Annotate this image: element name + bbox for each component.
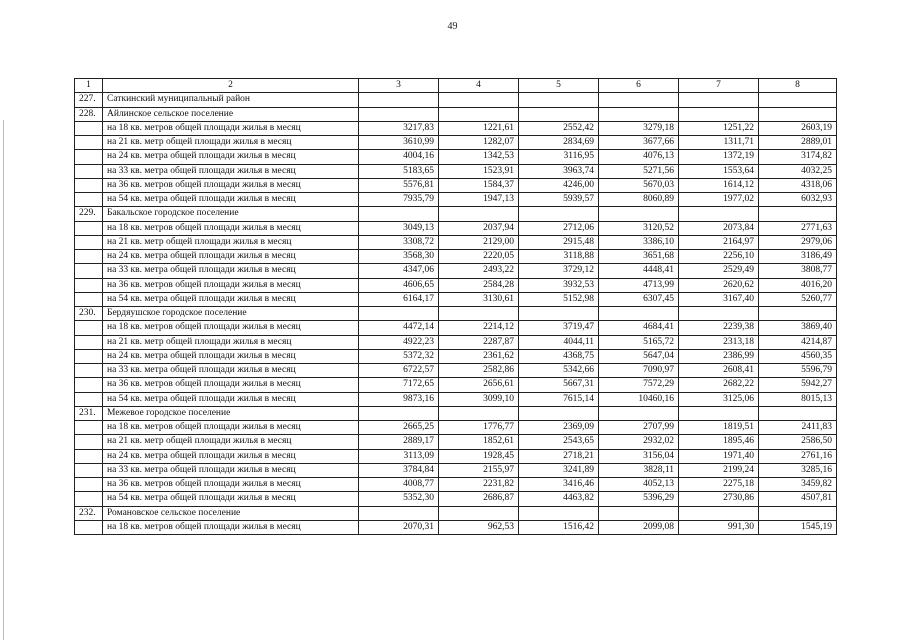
- table-row: [75, 463, 837, 477]
- table-row: [75, 492, 837, 506]
- value-cell: 1372,19: [679, 150, 759, 164]
- value-cell: 1977,02: [679, 193, 759, 207]
- value-cell: [359, 93, 439, 107]
- value-cell: 2834,69: [519, 136, 599, 150]
- row-name: на 54 кв. метра общей площади жилья в месяц: [103, 392, 359, 406]
- value-cell: [359, 506, 439, 520]
- value-cell: [759, 93, 837, 107]
- row-number: [75, 378, 103, 392]
- row-number: [75, 235, 103, 249]
- row-number: [75, 421, 103, 435]
- table-row: [75, 520, 837, 534]
- value-cell: 7090,97: [599, 364, 679, 378]
- value-cell: 2889,01: [759, 136, 837, 150]
- value-cell: 4052,13: [599, 478, 679, 492]
- row-number: [75, 136, 103, 150]
- table-row: [75, 292, 837, 306]
- value-cell: 3828,11: [599, 463, 679, 477]
- value-cell: 1342,53: [439, 150, 519, 164]
- row-name: на 54 кв. метра общей площади жилья в месяц: [103, 193, 359, 207]
- table-row: [75, 321, 837, 335]
- value-cell: 2620,62: [679, 278, 759, 292]
- column-number-header: 7: [679, 79, 759, 93]
- value-cell: 2214,12: [439, 321, 519, 335]
- value-cell: 6722,57: [359, 364, 439, 378]
- value-cell: 2712,06: [519, 221, 599, 235]
- settlement-row: [75, 207, 837, 221]
- row-number: [75, 150, 103, 164]
- value-cell: 2889,17: [359, 435, 439, 449]
- value-cell: 3784,84: [359, 463, 439, 477]
- value-cell: [519, 107, 599, 121]
- value-cell: [519, 207, 599, 221]
- value-cell: 1947,13: [439, 193, 519, 207]
- table-row: [75, 164, 837, 178]
- value-cell: 5396,29: [599, 492, 679, 506]
- column-number-header: 5: [519, 79, 599, 93]
- row-name: на 54 кв. метра общей площади жилья в месяц: [103, 492, 359, 506]
- row-name: на 33 кв. метра общей площади жилья в месяц: [103, 463, 359, 477]
- row-name: Саткинский муниципальный район: [103, 93, 359, 107]
- value-cell: [359, 207, 439, 221]
- value-cell: 5352,30: [359, 492, 439, 506]
- value-cell: 2552,42: [519, 121, 599, 135]
- table-row: [75, 264, 837, 278]
- value-cell: 2070,31: [359, 520, 439, 534]
- table-row: [75, 349, 837, 363]
- row-number: [75, 193, 103, 207]
- value-cell: [439, 107, 519, 121]
- value-cell: 10460,16: [599, 392, 679, 406]
- value-cell: 6164,17: [359, 292, 439, 306]
- row-name: на 21 кв. метр общей площади жилья в месяц: [103, 435, 359, 449]
- value-cell: 1282,07: [439, 136, 519, 150]
- row-name: на 36 кв. метров общей площади жилья в месяц: [103, 378, 359, 392]
- value-cell: [439, 506, 519, 520]
- value-cell: 991,30: [679, 520, 759, 534]
- value-cell: 3241,89: [519, 463, 599, 477]
- value-cell: 2411,83: [759, 421, 837, 435]
- row-name: на 36 кв. метров общей площади жилья в месяц: [103, 478, 359, 492]
- value-cell: 1584,37: [439, 178, 519, 192]
- value-cell: 1523,91: [439, 164, 519, 178]
- value-cell: 3308,72: [359, 235, 439, 249]
- value-cell: 1971,40: [679, 449, 759, 463]
- value-cell: 2220,05: [439, 250, 519, 264]
- value-cell: [519, 506, 599, 520]
- settlement-row: [75, 506, 837, 520]
- table-row: [75, 278, 837, 292]
- row-number: [75, 478, 103, 492]
- value-cell: 8060,89: [599, 193, 679, 207]
- value-cell: 3118,88: [519, 250, 599, 264]
- value-cell: 1545,19: [759, 520, 837, 534]
- value-cell: 3651,68: [599, 250, 679, 264]
- row-number: 229.: [75, 207, 103, 221]
- value-cell: 5576,81: [359, 178, 439, 192]
- value-cell: [439, 207, 519, 221]
- value-cell: 3125,06: [679, 392, 759, 406]
- table-row: [75, 335, 837, 349]
- value-cell: 1553,64: [679, 164, 759, 178]
- value-cell: 2730,86: [679, 492, 759, 506]
- value-cell: 4347,06: [359, 264, 439, 278]
- row-number: 228.: [75, 107, 103, 121]
- value-cell: 4463,82: [519, 492, 599, 506]
- table-row: [75, 193, 837, 207]
- value-cell: 2231,82: [439, 478, 519, 492]
- value-cell: 2979,06: [759, 235, 837, 249]
- value-cell: 2239,38: [679, 321, 759, 335]
- row-number: [75, 349, 103, 363]
- row-name: на 18 кв. метров общей площади жилья в месяц: [103, 321, 359, 335]
- row-number: [75, 335, 103, 349]
- table-row: [75, 478, 837, 492]
- value-cell: 5165,72: [599, 335, 679, 349]
- table-row: [75, 421, 837, 435]
- value-cell: [599, 307, 679, 321]
- value-cell: [759, 207, 837, 221]
- value-cell: 3279,18: [599, 121, 679, 135]
- value-cell: [599, 207, 679, 221]
- value-cell: 4318,06: [759, 178, 837, 192]
- column-number-header: 4: [439, 79, 519, 93]
- value-cell: 2037,94: [439, 221, 519, 235]
- column-number-header: 3: [359, 79, 439, 93]
- row-name: на 24 кв. метра общей площади жилья в месяц: [103, 250, 359, 264]
- value-cell: 3677,66: [599, 136, 679, 150]
- value-cell: 3130,61: [439, 292, 519, 306]
- value-cell: 2584,28: [439, 278, 519, 292]
- value-cell: [519, 307, 599, 321]
- row-name: Бакальское городское поселение: [103, 207, 359, 221]
- value-cell: [679, 107, 759, 121]
- value-cell: [359, 107, 439, 121]
- row-name: на 24 кв. метра общей площади жилья в месяц: [103, 150, 359, 164]
- value-cell: 1852,61: [439, 435, 519, 449]
- table-row: [75, 378, 837, 392]
- row-number: [75, 364, 103, 378]
- table-row: [75, 392, 837, 406]
- value-cell: 5942,27: [759, 378, 837, 392]
- value-cell: 2686,87: [439, 492, 519, 506]
- row-name: на 18 кв. метров общей площади жилья в месяц: [103, 121, 359, 135]
- value-cell: [439, 406, 519, 420]
- value-cell: 3099,10: [439, 392, 519, 406]
- value-cell: 2386,99: [679, 349, 759, 363]
- row-name: на 21 кв. метр общей площади жилья в месяц: [103, 136, 359, 150]
- value-cell: [679, 93, 759, 107]
- value-cell: 2199,24: [679, 463, 759, 477]
- value-cell: 1516,42: [519, 520, 599, 534]
- value-cell: 3869,40: [759, 321, 837, 335]
- value-cell: 2099,08: [599, 520, 679, 534]
- value-cell: [439, 93, 519, 107]
- row-number: [75, 264, 103, 278]
- row-number: [75, 250, 103, 264]
- value-cell: 3610,99: [359, 136, 439, 150]
- value-cell: 2129,00: [439, 235, 519, 249]
- value-cell: 3174,82: [759, 150, 837, 164]
- value-cell: 962,53: [439, 520, 519, 534]
- value-cell: 9873,16: [359, 392, 439, 406]
- value-cell: 1895,46: [679, 435, 759, 449]
- value-cell: [759, 307, 837, 321]
- value-cell: 2313,18: [679, 335, 759, 349]
- value-cell: 3120,52: [599, 221, 679, 235]
- row-name: на 21 кв. метр общей площади жилья в месяц: [103, 335, 359, 349]
- value-cell: 5596,79: [759, 364, 837, 378]
- value-cell: 4246,00: [519, 178, 599, 192]
- value-cell: [599, 406, 679, 420]
- value-cell: 1928,45: [439, 449, 519, 463]
- value-cell: 1311,71: [679, 136, 759, 150]
- page-number: 49: [447, 21, 458, 32]
- value-cell: 3416,46: [519, 478, 599, 492]
- table-header-row: [75, 79, 837, 93]
- value-cell: 3217,83: [359, 121, 439, 135]
- row-name: Романовское сельское поселение: [103, 506, 359, 520]
- row-number: [75, 463, 103, 477]
- value-cell: 2256,10: [679, 250, 759, 264]
- row-number: [75, 178, 103, 192]
- table-row: [75, 121, 837, 135]
- row-number: 232.: [75, 506, 103, 520]
- column-number-header: 6: [599, 79, 679, 93]
- value-cell: 4076,13: [599, 150, 679, 164]
- column-number-header: 8: [759, 79, 837, 93]
- value-cell: 5670,03: [599, 178, 679, 192]
- table-row: [75, 449, 837, 463]
- value-cell: 5647,04: [599, 349, 679, 363]
- column-number-header: 1: [75, 79, 103, 93]
- value-cell: 6032,93: [759, 193, 837, 207]
- value-cell: 4713,99: [599, 278, 679, 292]
- table-row: [75, 235, 837, 249]
- value-cell: 4560,35: [759, 349, 837, 363]
- page-edge-line: [3, 120, 4, 640]
- value-cell: [519, 93, 599, 107]
- value-cell: [359, 406, 439, 420]
- value-cell: 3386,10: [599, 235, 679, 249]
- row-number: [75, 449, 103, 463]
- row-number: [75, 292, 103, 306]
- row-name: Межевое городское поселение: [103, 406, 359, 420]
- value-cell: 5152,98: [519, 292, 599, 306]
- value-cell: [759, 406, 837, 420]
- value-cell: 7172,65: [359, 378, 439, 392]
- value-cell: 4606,65: [359, 278, 439, 292]
- settlement-row: [75, 107, 837, 121]
- value-cell: 3932,53: [519, 278, 599, 292]
- row-name: Айлинское сельское поселение: [103, 107, 359, 121]
- value-cell: 5667,31: [519, 378, 599, 392]
- table-body: [75, 79, 837, 535]
- table-row: [75, 364, 837, 378]
- value-cell: 4032,25: [759, 164, 837, 178]
- value-cell: [759, 506, 837, 520]
- value-cell: 4214,87: [759, 335, 837, 349]
- row-name: на 36 кв. метров общей площади жилья в месяц: [103, 278, 359, 292]
- row-number: [75, 435, 103, 449]
- row-number: [75, 321, 103, 335]
- value-cell: 2073,84: [679, 221, 759, 235]
- value-cell: 3049,13: [359, 221, 439, 235]
- value-cell: 4684,41: [599, 321, 679, 335]
- value-cell: 4016,20: [759, 278, 837, 292]
- value-cell: 2771,63: [759, 221, 837, 235]
- table-row: [75, 178, 837, 192]
- value-cell: 3186,49: [759, 250, 837, 264]
- row-name: на 18 кв. метров общей площади жилья в месяц: [103, 520, 359, 534]
- value-cell: 3808,77: [759, 264, 837, 278]
- settlement-row: [75, 406, 837, 420]
- value-cell: [679, 406, 759, 420]
- table-row: [75, 250, 837, 264]
- row-name: на 18 кв. метров общей площади жилья в месяц: [103, 421, 359, 435]
- row-number: [75, 278, 103, 292]
- value-cell: 7615,14: [519, 392, 599, 406]
- row-number: 227.: [75, 93, 103, 107]
- row-name: на 33 кв. метра общей площади жилья в месяц: [103, 264, 359, 278]
- row-number: [75, 492, 103, 506]
- value-cell: [359, 307, 439, 321]
- value-cell: [679, 307, 759, 321]
- value-cell: 2543,65: [519, 435, 599, 449]
- value-cell: 2361,62: [439, 349, 519, 363]
- value-cell: [439, 307, 519, 321]
- value-cell: 4448,41: [599, 264, 679, 278]
- value-cell: 4507,81: [759, 492, 837, 506]
- tariff-table: [74, 78, 837, 535]
- row-name: на 18 кв. метров общей площади жилья в месяц: [103, 221, 359, 235]
- value-cell: 2608,41: [679, 364, 759, 378]
- row-number: 231.: [75, 406, 103, 420]
- table-row: [75, 435, 837, 449]
- value-cell: 2369,09: [519, 421, 599, 435]
- row-number: [75, 121, 103, 135]
- value-cell: [599, 93, 679, 107]
- row-name: на 24 кв. метра общей площади жилья в месяц: [103, 449, 359, 463]
- value-cell: 5372,32: [359, 349, 439, 363]
- value-cell: 5939,57: [519, 193, 599, 207]
- value-cell: 2656,61: [439, 378, 519, 392]
- value-cell: 1614,12: [679, 178, 759, 192]
- value-cell: 3459,82: [759, 478, 837, 492]
- row-number: [75, 164, 103, 178]
- table-row: [75, 150, 837, 164]
- value-cell: 7935,79: [359, 193, 439, 207]
- row-number: [75, 520, 103, 534]
- value-cell: 1819,51: [679, 421, 759, 435]
- settlement-row: [75, 93, 837, 107]
- value-cell: 3156,04: [599, 449, 679, 463]
- value-cell: 2586,50: [759, 435, 837, 449]
- value-cell: 3568,30: [359, 250, 439, 264]
- value-cell: 3113,09: [359, 449, 439, 463]
- value-cell: 4472,14: [359, 321, 439, 335]
- value-cell: 3729,12: [519, 264, 599, 278]
- row-number: [75, 221, 103, 235]
- value-cell: 3116,95: [519, 150, 599, 164]
- row-name: на 33 кв. метра общей площади жилья в месяц: [103, 364, 359, 378]
- value-cell: 1776,77: [439, 421, 519, 435]
- value-cell: 4004,16: [359, 150, 439, 164]
- value-cell: 2582,86: [439, 364, 519, 378]
- value-cell: 5271,56: [599, 164, 679, 178]
- row-name: Бердяушское городское поселение: [103, 307, 359, 321]
- value-cell: 2603,19: [759, 121, 837, 135]
- value-cell: 4922,23: [359, 335, 439, 349]
- value-cell: 2718,21: [519, 449, 599, 463]
- value-cell: 5260,77: [759, 292, 837, 306]
- value-cell: 2275,18: [679, 478, 759, 492]
- value-cell: [519, 406, 599, 420]
- value-cell: [599, 107, 679, 121]
- value-cell: 3285,16: [759, 463, 837, 477]
- value-cell: 6307,45: [599, 292, 679, 306]
- value-cell: 2915,48: [519, 235, 599, 249]
- value-cell: [679, 207, 759, 221]
- table-row: [75, 221, 837, 235]
- row-name: на 24 кв. метра общей площади жилья в месяц: [103, 349, 359, 363]
- row-name: на 21 кв. метр общей площади жилья в месяц: [103, 235, 359, 249]
- value-cell: 8015,13: [759, 392, 837, 406]
- value-cell: 2682,22: [679, 378, 759, 392]
- value-cell: 1221,61: [439, 121, 519, 135]
- value-cell: 5342,66: [519, 364, 599, 378]
- value-cell: 4368,75: [519, 349, 599, 363]
- value-cell: 2164,97: [679, 235, 759, 249]
- row-name: на 36 кв. метров общей площади жилья в месяц: [103, 178, 359, 192]
- row-number: 230.: [75, 307, 103, 321]
- row-name: на 54 кв. метра общей площади жилья в месяц: [103, 292, 359, 306]
- column-number-header: 2: [103, 79, 359, 93]
- value-cell: 2493,22: [439, 264, 519, 278]
- table-row: [75, 136, 837, 150]
- value-cell: 2761,16: [759, 449, 837, 463]
- value-cell: 2932,02: [599, 435, 679, 449]
- row-number: [75, 392, 103, 406]
- value-cell: 2707,99: [599, 421, 679, 435]
- value-cell: 3719,47: [519, 321, 599, 335]
- value-cell: 2665,25: [359, 421, 439, 435]
- value-cell: 2155,97: [439, 463, 519, 477]
- value-cell: 4044,11: [519, 335, 599, 349]
- row-name: на 33 кв. метра общей площади жилья в месяц: [103, 164, 359, 178]
- value-cell: [679, 506, 759, 520]
- value-cell: 1251,22: [679, 121, 759, 135]
- settlement-row: [75, 307, 837, 321]
- value-cell: 2529,49: [679, 264, 759, 278]
- value-cell: 5183,65: [359, 164, 439, 178]
- value-cell: 7572,29: [599, 378, 679, 392]
- value-cell: [759, 107, 837, 121]
- value-cell: 3963,74: [519, 164, 599, 178]
- value-cell: [599, 506, 679, 520]
- value-cell: 4008,77: [359, 478, 439, 492]
- value-cell: 2287,87: [439, 335, 519, 349]
- value-cell: 3167,40: [679, 292, 759, 306]
